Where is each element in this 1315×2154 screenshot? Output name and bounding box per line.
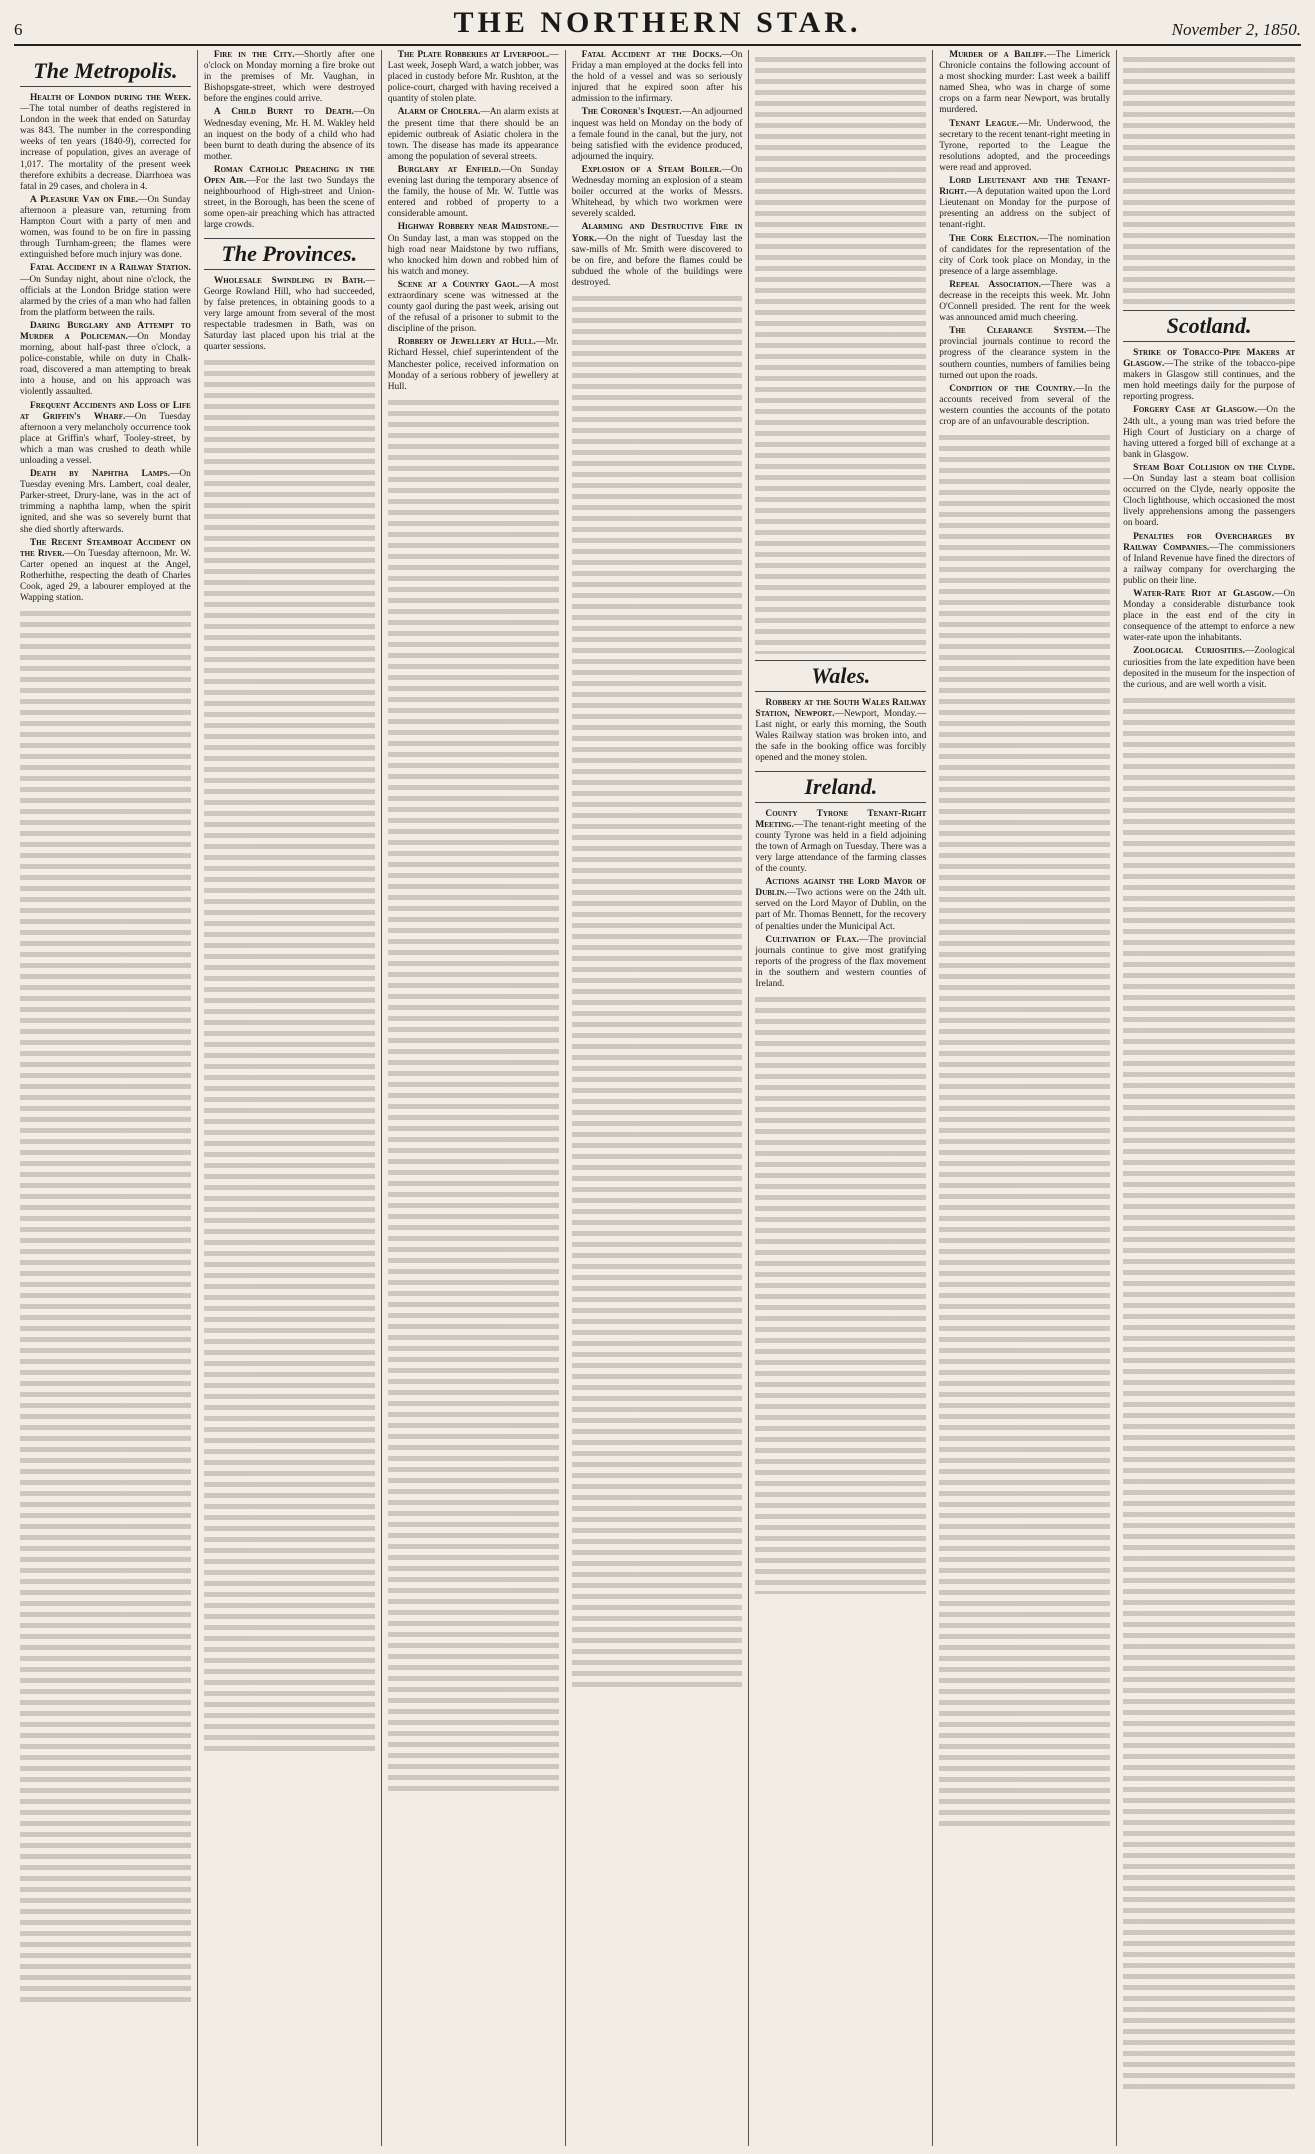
text-block — [755, 994, 926, 1594]
issue-date: November 2, 1850. — [1171, 20, 1301, 39]
article-body: —On Tuesday afternoon a very melancholy occurrence took place at Griffin's wharf, Tooley-street, by which a man was crushed to death while unloading a vessel. — [20, 411, 191, 466]
article-body: —On Sunday last, a man was stopped on the high road near Maidstone by two ruffians, who knocked him down and robbed him of his watch and money. — [387, 222, 559, 277]
newspaper-title: THE NORTHERN STAR. — [453, 6, 862, 39]
article — [20, 321, 191, 399]
article-title: Alarm of Cholera. — [397, 107, 481, 118]
article-body: —An alarm exists at the present time that there should be an epidemic outbreak of Asiatic cholera in the town. The disease has made its appearance among the population of several streets. — [387, 107, 559, 162]
article — [755, 698, 926, 765]
article — [20, 195, 191, 262]
article — [204, 276, 375, 354]
article-body: —There was a decrease in the receipts this week. Mr. John O'Connell presided. The rent for the week was announced amid much cheering. — [939, 279, 1111, 324]
article-title: The Coroner's Inquest. — [581, 107, 682, 118]
article — [572, 107, 743, 162]
article-body: —On Wednesday evening, Mr. H. M. Wakley held an inquest on the body of a child who had been burnt to death during the absence of its mother. — [203, 107, 375, 162]
text-block — [388, 397, 559, 1797]
article-title: Strike of Tobacco-Pipe Makers at Glasgow. — [1123, 348, 1295, 370]
article-body: —A most extraordinary scene was witnessed at the county gaol during the past week, arising out of the refusal of a prisoner to submit to the discipline of the prison. — [387, 279, 559, 335]
article-title: The Recent Steamboat Accident on the River. — [20, 537, 191, 559]
article — [204, 50, 375, 105]
article-title: Water-Rate Riot at Glasgow. — [1133, 588, 1275, 599]
article-title: Death by Naphtha Lamps. — [30, 469, 170, 480]
article-body: —The tenant-right meeting of the county Tyrone was held in a field adjoining the town of Armagh on Tuesday. There was a very large attendance of the farming classes of the county. — [755, 819, 927, 875]
text-block — [20, 608, 191, 2008]
article-title: Tenant League. — [949, 118, 1019, 129]
article-body: —On Wednesday morning an explosion of a steam boiler occurred at the works of Messrs. Whitehead, by which two workmen were severely scalded. — [571, 164, 743, 220]
article — [755, 809, 926, 876]
article-title: Scene at a Country Gaol. — [397, 279, 520, 290]
article-title: Actions against the Lord Mayor of Dublin. — [755, 877, 927, 899]
article-title: Alarming and Destructive Fire in York. — [571, 222, 743, 244]
article — [388, 280, 559, 335]
article-body: —Zoological curiosities from the late expedition have been deposited in the museum for the inspection of the curious, and are well worth a visit. — [1123, 646, 1295, 690]
article-title: Robbery of Jewellery at Hull. — [397, 337, 536, 348]
article — [388, 165, 559, 220]
article-title: Explosion of a Steam Boiler. — [581, 164, 722, 175]
article-title: Frequent Accidents and Loss of Life at Griffin's Wharf. — [20, 400, 191, 422]
article-title: Steam Boat Collision on the Clyde. — [1133, 462, 1295, 473]
article — [1123, 405, 1295, 460]
article — [204, 165, 375, 232]
article-title: Penalties for Overcharges by Railway Companies. — [1123, 531, 1295, 553]
article-body: —On Tuesday evening Mrs. Lambert, coal dealer, Parker-street, Drury-lane, was in the act of trimming a naphtha lamp, when the spirit ignited, and she was so severely burnt that she died shortly afterwards. — [20, 469, 191, 535]
article-title: The Clearance System. — [949, 326, 1087, 337]
article — [572, 165, 743, 220]
article — [388, 107, 559, 162]
article-title: Murder of a Bailiff. — [949, 50, 1047, 60]
article — [1123, 646, 1295, 690]
article-body: —On Sunday night, about nine o'clock, the officials at the London Bridge station were alarmed by the cries of a man who had fallen from the platform between the rails. — [20, 274, 191, 318]
article-body: —A deputation waited upon the Lord Lieutenant on Monday for the purpose of presenting an address on the subject of tenant-right. — [939, 187, 1111, 231]
article-body: —The nomination of candidates for the representation of the city of Cork took place on Monday, in the presence of a large assemblage. — [939, 233, 1111, 277]
article-title: Fatal Accident in a Railway Station. — [30, 263, 191, 274]
article — [388, 50, 559, 105]
article-title: Wholesale Swindling in Bath. — [213, 275, 366, 286]
article-body: —Two actions were on the 24th ult. served on the Lord Mayor of Dublin, on the part of Mr. Thomas Bennett, for the recovery of penalties under the Municipal Act. — [755, 888, 927, 932]
text-block — [1123, 54, 1295, 304]
article-body: —On the 24th ult., a young man was tried before the High Court of Justiciary on a charge of having uttered a forged bill of exchange at a bank in Glasgow. — [1123, 405, 1295, 460]
text-block — [755, 54, 926, 654]
article-body: —Newport, Monday.—Last night, or early this morning, the South Wales Railway station was broken into, and the safe in the booking office was forcibly opened and the money stolen. — [755, 709, 927, 764]
masthead — [14, 0, 1301, 46]
article-body: —The total number of deaths registered in London in the week that ended on Saturday was 843. The number in the corresponding weeks of ten years (1840-9), corrected for increase of population, gives an average of 1,017. The mortality of the present week therefore exhibits a decrease. Diarrhoea was fatal in 29 cases, and cholera in 4. — [20, 104, 191, 192]
article-title: Zoological Curiosities. — [1133, 646, 1245, 657]
column-2 — [198, 50, 382, 2146]
article — [20, 538, 191, 605]
article-title: A Child Burnt to Death. — [213, 107, 354, 118]
article-body: —The provincial journals continue to record the progress of the clearance system in the southern counties, numbers of families being turned out upon the roads. — [939, 326, 1111, 381]
article — [20, 469, 191, 536]
article-title: County Tyrone Tenant-Right Meeting. — [755, 808, 927, 830]
section-heading-metropolis: The Metropolis. — [20, 56, 191, 87]
article-body: —On Monday morning, about half-past three o'clock, a police-constable, while on duty in Chalk-road, discovered a man attempting to break into a house, and on his approach was violently assaulted. — [20, 331, 191, 398]
article-title: Health of London during the Week. — [30, 93, 191, 103]
article — [939, 50, 1110, 117]
article — [1123, 463, 1295, 530]
article-body: —For the last two Sundays the neighbourhood of High-street and Union-street, in the Borough, has been the scene of some open-air preaching which has attracted large crowds. — [203, 176, 375, 231]
article — [388, 337, 559, 392]
article — [939, 280, 1110, 324]
text-block — [204, 357, 375, 1757]
column-4 — [566, 50, 750, 2146]
article-body: —The provincial journals continue to give most gratifying reports of the progress of the flax movement in the southern and western counties of Ireland. — [755, 934, 927, 989]
article — [572, 222, 743, 289]
article-title: Forgery Case at Glasgow. — [1133, 405, 1258, 416]
article-title: Repeal Association. — [949, 279, 1041, 290]
article-body: —In the accounts received from several of the western counties the accounts of the potato crop are of an unfavourable description. — [939, 383, 1111, 427]
article-body: —Last week, Joseph Ward, a watch jobber, was placed in custody before Mr. Rushton, at the police-court, charged with having received a quantity of stolen plate. — [387, 50, 559, 105]
article-title: Daring Burglary and Attempt to Murder a Policeman. — [20, 320, 191, 342]
article-title: Lord Lieutenant and the Tenant-Right. — [939, 176, 1111, 198]
article — [755, 877, 926, 932]
article-body: —On Monday a considerable disturbance took place in the east end of the city in consequence of the attempt to enforce a new water-rate upon the inhabitants. — [1123, 588, 1295, 644]
article — [755, 935, 926, 990]
article — [1123, 532, 1295, 587]
section-heading-ireland: Ireland. — [755, 771, 926, 803]
article-title: Highway Robbery near Maidstone. — [397, 222, 550, 233]
section-heading-provinces: The Provinces. — [204, 238, 375, 270]
page-number: 6 — [14, 20, 23, 39]
article-body: —On Sunday afternoon a pleasure van, returning from Hampton Court with a party of men and women, was found to be on fire in passing through Turnham-green; the flames were extinguished before much injury was done. — [20, 194, 191, 261]
article — [20, 93, 191, 193]
column-7 — [1117, 50, 1301, 2146]
article-body: —The Limerick Chronicle contains the following account of a most shocking murder: Last week a bailiff named Shea, who was in charge of some crops on a farm near Newport, was brutally murdered. — [939, 50, 1111, 116]
article-body: —Mr. Richard Hessel, chief superintendent of the Manchester police, received information on Monday of a serious robbery of jewellery at Hull. — [387, 337, 559, 392]
column-1 — [14, 50, 198, 2146]
article — [939, 384, 1110, 428]
article — [572, 50, 743, 105]
article — [204, 107, 375, 162]
article-body: —Mr. Underwood, the secretary to the recent tenant-right meeting in Tyrone, reported to the League the resolutions adopted, and the proceedings were read and approved. — [939, 118, 1111, 173]
article-body: —On Tuesday afternoon, Mr. W. Carter opened an inquest at the Angel, Rotherhithe, respecting the death of Charles Cook, aged 29, a labourer employed at the Wapping station. — [20, 548, 191, 604]
article-body: —George Rowland Hill, who had succeeded, by false pretences, in obtaining goods to a very large amount from several of the most respectable tradesmen in Bath, was on Saturday last placed upon his trial at the quarter sessions. — [203, 275, 375, 353]
article-body: —The commissioners of Inland Revenue have fined the directors of a railway company for overcharging the public on their line. — [1123, 542, 1295, 586]
article-title: Roman Catholic Preaching in the Open Air. — [203, 164, 375, 187]
section-heading-scotland: Scotland. — [1123, 310, 1295, 342]
article-title: Fire in the City. — [213, 50, 295, 60]
article — [939, 326, 1110, 381]
article — [388, 222, 559, 277]
article-body: —On Friday a man employed at the docks fell into the hold of a vessel and was so seriously injured that he expired soon after his admission to the infirmary. — [571, 50, 743, 105]
article-title: Burglary at Enfield. — [397, 164, 501, 175]
article-title: The Cork Election. — [949, 233, 1039, 244]
article-body: —Shortly after one o'clock on Monday morning a fire broke out in the premises of Mr. Vaughan, in Bishopsgate-street, which were destroyed before the engines could arrive. — [203, 50, 375, 105]
column-3 — [382, 50, 566, 2146]
column-5 — [749, 50, 933, 2146]
article-body: —On Sunday evening last during the temporary absence of the family, the house of Mr. W. Tuttle was entered and robbed of property to a considerable amount. — [387, 164, 559, 220]
column-6 — [933, 50, 1117, 2146]
article-title: Robbery at the South Wales Railway Station, Newport. — [755, 698, 927, 720]
article-title: A Pleasure Van on Fire. — [30, 194, 139, 205]
article-title: Cultivation of Flax. — [765, 934, 859, 945]
columns — [14, 50, 1301, 2146]
text-block — [1123, 695, 1295, 2095]
article — [20, 401, 191, 468]
article — [939, 119, 1110, 174]
article-body: —On Sunday last a steam boat collision occurred on the Clyde, nearly opposite the Cloch lighthouse, which occasioned the most lively apprehensions among the passengers on board. — [1123, 474, 1295, 529]
article — [939, 176, 1110, 231]
article-body: —The strike of the tobacco-pipe makers in Glasgow still continues, and the men hold meetings daily for the purpose of reporting progress. — [1123, 359, 1295, 403]
section-heading-wales: Wales. — [755, 660, 926, 692]
text-block — [939, 432, 1110, 1832]
article — [939, 234, 1110, 278]
article-body: —On the night of Tuesday last the saw-mills of Mr. Smith were discovered to be on fire, and before the flames could be subdued the whole of the buildings were destroyed. — [571, 233, 743, 288]
article — [20, 263, 191, 318]
article-title: The Plate Robberies at Liverpool. — [397, 50, 550, 60]
article-title: Condition of the Country. — [949, 383, 1076, 394]
article-body: —An adjourned inquest was held on Monday on the body of a female found in the canal, but the jury, not being satisfied with the evidence produced, adjourned the inquiry. — [571, 107, 743, 162]
text-block — [572, 293, 743, 1693]
article-title: Fatal Accident at the Docks. — [581, 50, 722, 60]
article — [1123, 348, 1295, 403]
article — [1123, 589, 1295, 644]
